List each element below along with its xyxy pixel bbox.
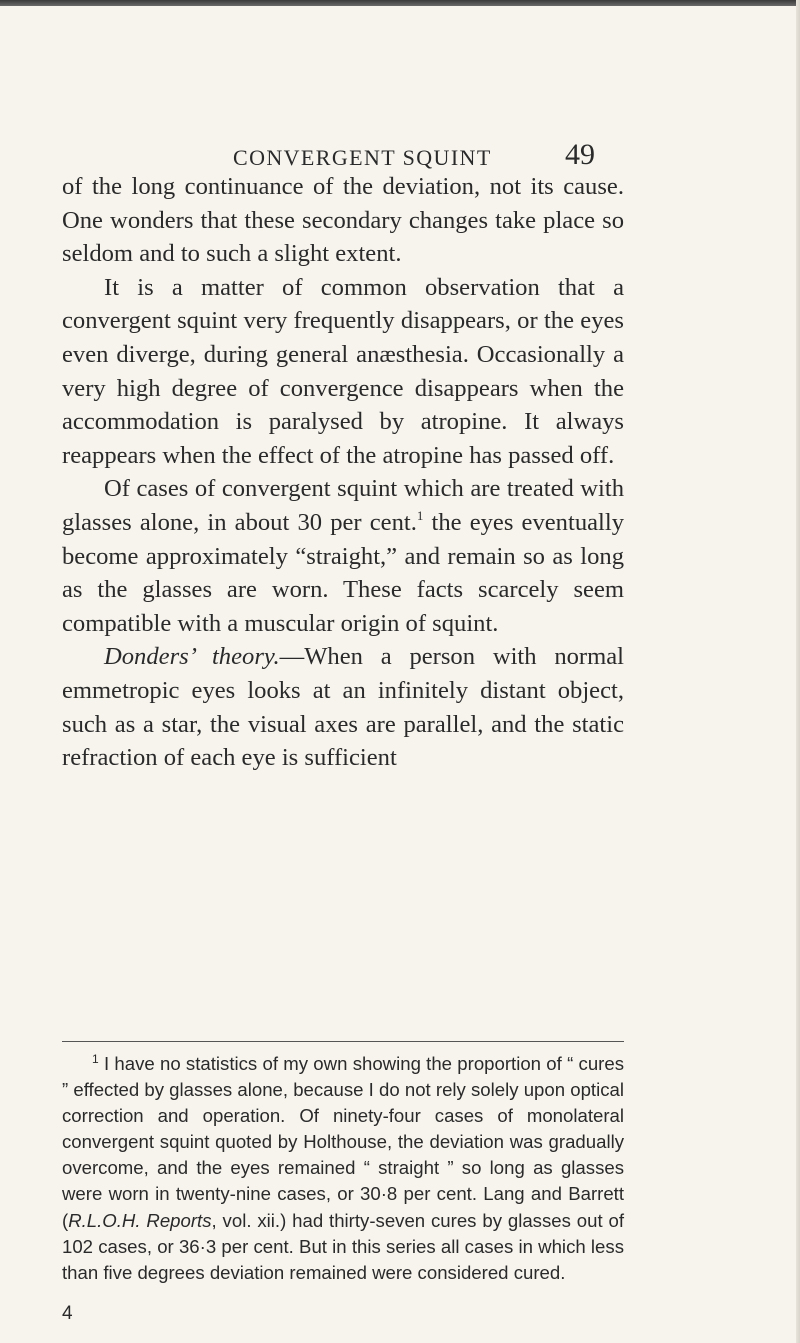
page-top-edge [0,0,800,6]
footnote-text-a: I have no statistics of my own showing the proportion of “ cures ” effected by glasses alone, because I do not rely solely upon optical correction and operation. Of ninety-four cases of monolateral convergent squint quoted by Holthouse, the deviation was gradually overcome, and the eyes remained “ straight ” so long as glasses were worn in twenty-nine cases, or 30·8 per cent. Lang and Barrett ( [62,1053,624,1231]
paragraph-3 [62,472,624,640]
running-head: CONVERGENT SQUINT [233,145,492,170]
footnote-text-b: , vol. xii.) had thirty-seven cures by glasses out of 102 cases, or 36·3 per cent. But in this series all cases in which less than five degrees deviation remained were considered cured. [62,1209,624,1283]
section-heading-donders-theory: Donders’ theory. [104,643,280,671]
main-text [62,170,624,775]
footnote-citation: R.L.O.H. Reports [68,1209,212,1231]
paragraph-3-text-b: the eyes eventually become approximately “straight,” and remain so as long as the glasses are worn. These facts scarcely seem compatible with a muscular origin of squint. [62,508,624,637]
footnote-reference[interactable]: 1 [416,507,424,523]
paragraph-1: of the long continuance of the deviation, not its cause. One wonders that these secondary changes take place so seldom and to such a slight extent. [62,173,624,268]
page-number: 49 [565,138,595,171]
paragraph-2: It is a matter of common observation that a convergent squint very frequently disappears, or the eyes even diverge, during general anæsthesia. Occasionally a very high degree of convergence disappears when the accommodation is paralysed by atropine. It always reappears when the effect of the atropine has passed off. [62,273,624,469]
page-right-edge [796,0,800,1343]
footnote-marker: 1 [92,1052,99,1066]
paragraph-4-text: —When a person with normal emmetropic eyes looks at an infinitely distant object, such as a star, the visual axes are parallel, and the static refraction of each eye is sufficient [62,643,625,772]
paragraph-3-text-a: Of cases of convergent squint which are treated with glasses alone, in about 30 per cent. [62,475,624,536]
paragraph-4 [62,640,624,774]
signature-mark: 4 [62,1303,73,1324]
footnote-divider [62,1041,624,1042]
footnote-1 [62,1051,624,1286]
footnote [62,1051,624,1286]
